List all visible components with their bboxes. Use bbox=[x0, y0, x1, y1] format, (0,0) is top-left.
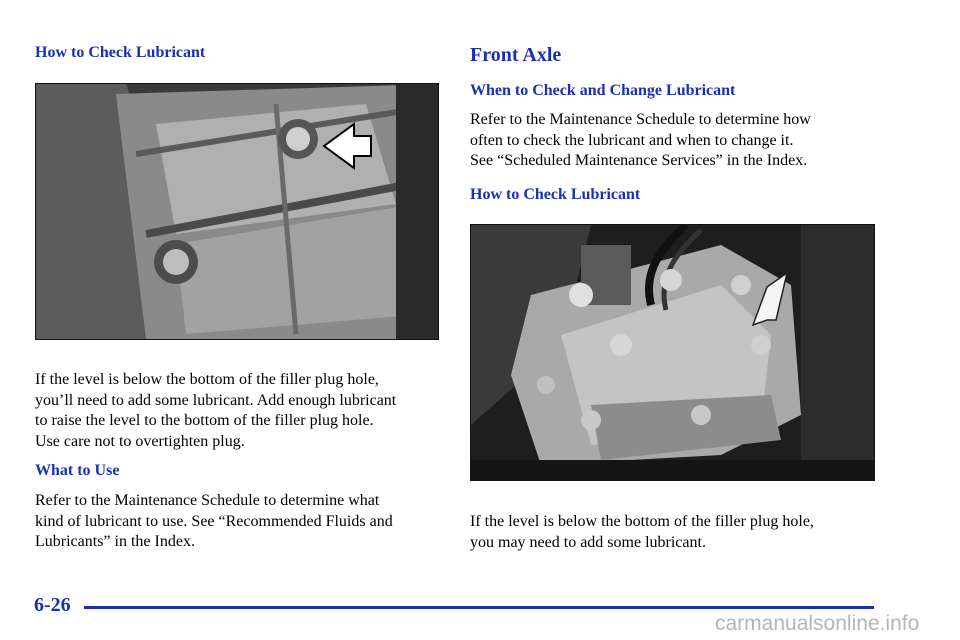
front-axle-photo bbox=[470, 224, 875, 481]
text-line: Lubricants” in the Index. bbox=[35, 533, 195, 550]
text-line: Use care not to overtighten plug. bbox=[35, 432, 245, 450]
right-subheading-1: When to Check and Change Lubricant bbox=[470, 82, 736, 99]
right-subheading-2: How to Check Lubricant bbox=[470, 186, 641, 203]
watermark: carmanualsonline.info bbox=[715, 612, 920, 635]
footer-rule bbox=[84, 606, 874, 609]
left-subheading: What to Use bbox=[35, 462, 120, 479]
text-line: See “Scheduled Maintenance Services” in the Index. bbox=[470, 152, 808, 169]
left-heading: How to Check Lubricant bbox=[35, 44, 206, 61]
left-paragraph-2 bbox=[35, 491, 440, 553]
text-line: you may need to add some lubricant. bbox=[470, 533, 706, 551]
text-line: Refer to the Maintenance Schedule to determine what bbox=[35, 492, 380, 509]
rear-axle-photo bbox=[35, 83, 439, 340]
right-paragraph-1 bbox=[470, 110, 890, 172]
section-title: Front Axle bbox=[470, 44, 562, 66]
left-paragraph-1 bbox=[35, 370, 440, 452]
text-line: Refer to the Maintenance Schedule to determine how bbox=[470, 111, 811, 128]
text-line: kind of lubricant to use. See “Recommended Fluids and bbox=[35, 512, 393, 530]
right-paragraph-2 bbox=[470, 512, 890, 553]
text-line: If the level is below the bottom of the filler plug hole, bbox=[35, 371, 379, 388]
text-line: you’ll need to add some lubricant. Add enough lubricant bbox=[35, 391, 397, 409]
page-number: 6-26 bbox=[34, 594, 71, 616]
text-line: If the level is below the bottom of the filler plug hole, bbox=[470, 513, 814, 530]
text-line: often to check the lubricant and when to change it. bbox=[470, 131, 794, 149]
text-line: to raise the level to the bottom of the filler plug hole. bbox=[35, 412, 374, 429]
